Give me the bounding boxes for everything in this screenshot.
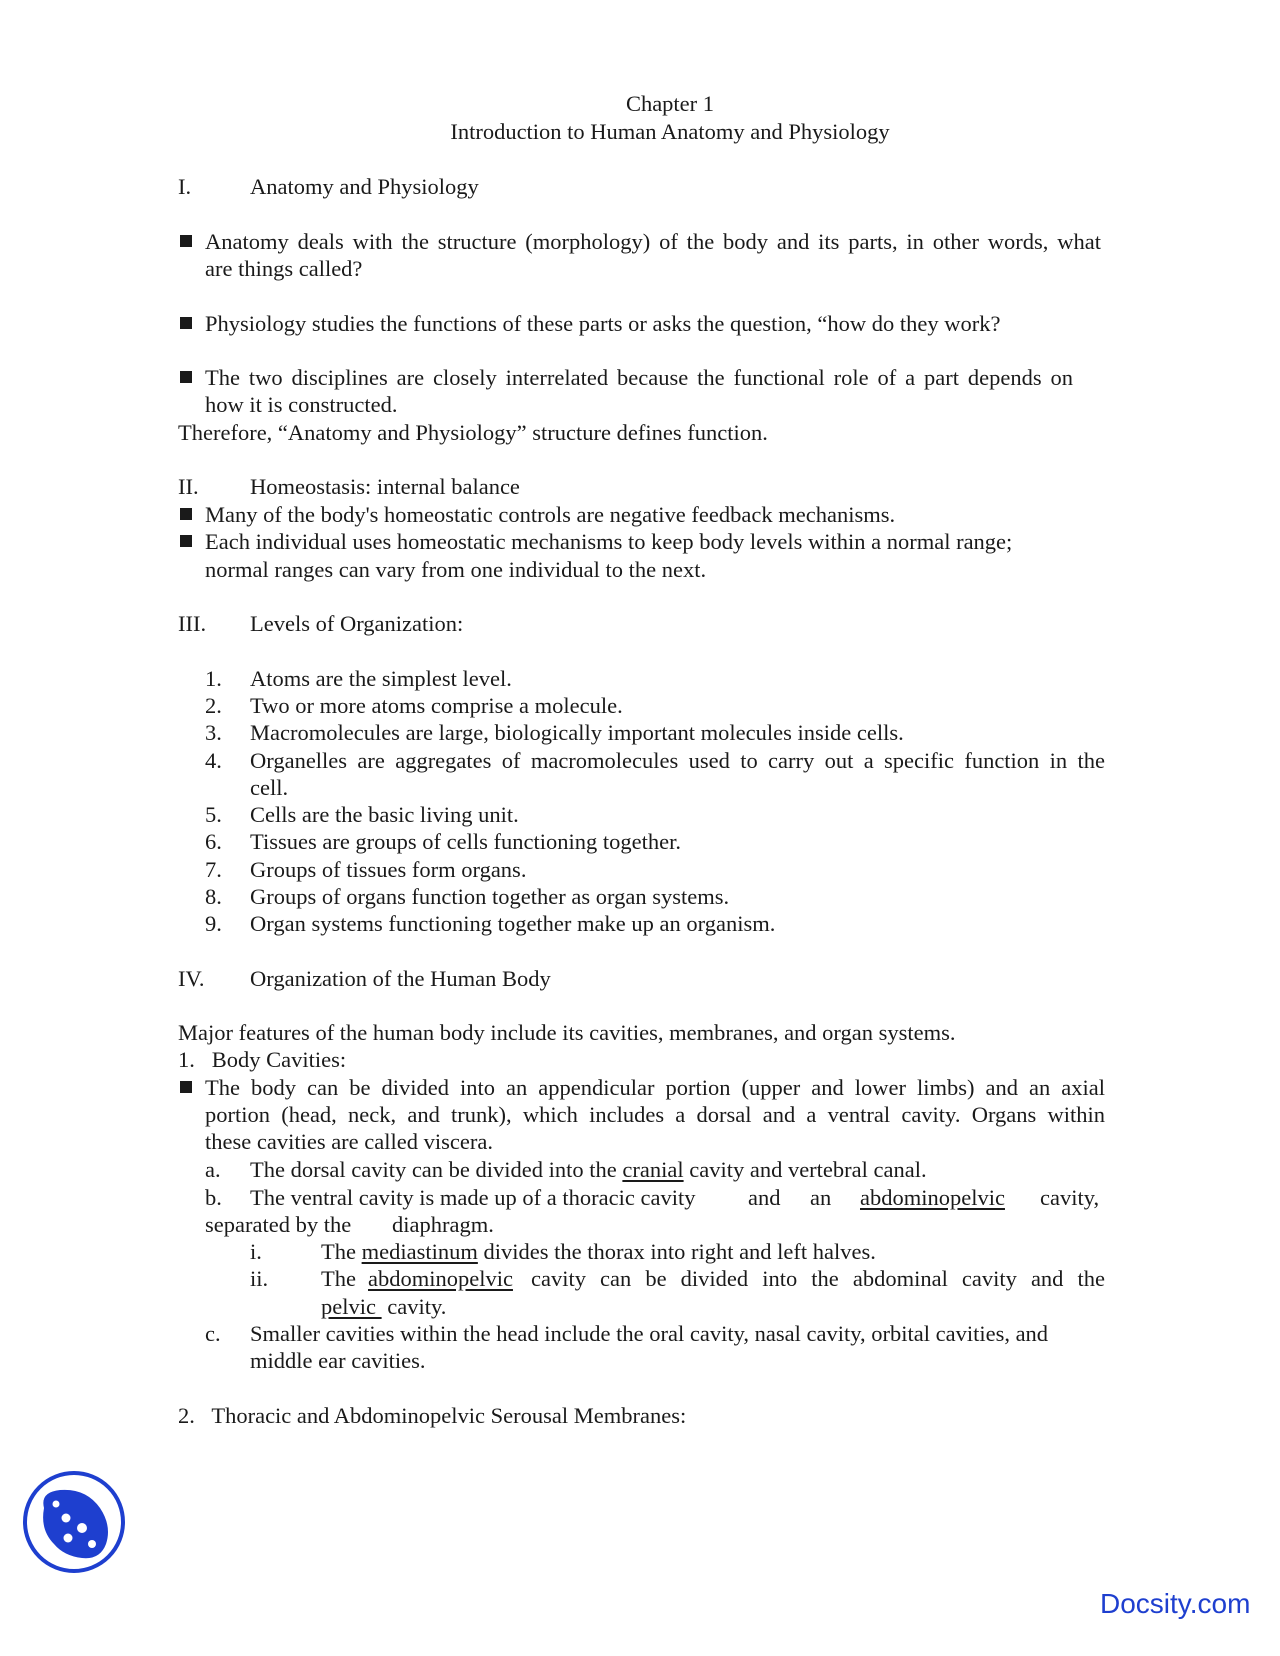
list-item-number: 7.	[205, 857, 222, 882]
list-item-number: 6.	[205, 829, 222, 854]
bullet-square-icon	[180, 1081, 192, 1093]
bullet-square-icon	[180, 535, 192, 547]
physiology-bullet: Physiology studies the functions of these parts or asks the question, “how do they work?	[205, 311, 1001, 336]
homeostasis-bullet-1: Many of the body's homeostatic controls are negative feedback mechanisms.	[205, 502, 896, 527]
body-cavities-subheading: 1. Body Cavities:	[178, 1047, 347, 1072]
term-abdominopelvic: abdominopelvic	[368, 1266, 513, 1291]
item-b-text-1: The ventral cavity is made up of a thoracic cavity	[250, 1185, 696, 1210]
item-b-line-2b: diaphragm.	[392, 1212, 494, 1237]
item-ii-text-1: The	[321, 1266, 356, 1291]
homeostasis-bullet-2-line-1: Each individual uses homeostatic mechanisms to keep body levels within a normal range;	[205, 529, 1013, 554]
list-item: Organ systems functioning together make up an organism.	[250, 911, 776, 936]
cavities-bullet-line-3: these cavities are called viscera.	[205, 1129, 493, 1154]
list-item-number: 8.	[205, 884, 222, 909]
homeostasis-bullet-2-line-2: normal ranges can vary from one individual to the next.	[205, 557, 707, 582]
list-item: Two or more atoms comprise a molecule.	[250, 693, 623, 718]
bullet-square-icon	[180, 371, 192, 383]
bullet-square-icon	[180, 317, 192, 329]
section-4-heading: Organization of the Human Body	[250, 966, 551, 991]
item-c-line-2: middle ear cavities.	[250, 1348, 426, 1373]
item-b-text-2: and	[748, 1185, 781, 1210]
list-item-number: 1.	[205, 666, 222, 691]
item-ii-label: ii.	[250, 1266, 269, 1291]
list-item: Groups of organs function together as organ systems.	[250, 884, 730, 909]
serous-membranes-subheading: 2. Thoracic and Abdominopelvic Serousal Membranes:	[178, 1403, 687, 1428]
page-title: Introduction to Human Anatomy and Physiology	[450, 119, 890, 144]
section-4-intro: Major features of the human body include its cavities, membranes, and organ systems.	[178, 1020, 956, 1045]
section-4-number: IV.	[178, 966, 205, 991]
docsity-brand-link[interactable]: Docsity.com	[1100, 1588, 1251, 1619]
section-3-number: III.	[178, 611, 207, 636]
term-mediastinum: mediastinum	[361, 1239, 478, 1264]
list-item-number: 4.	[205, 748, 222, 773]
disciplines-bullet-line-1: The two disciplines are closely interrelated because the functional role of a part depends on	[205, 365, 1073, 390]
item-i-label: i.	[250, 1239, 262, 1264]
anatomy-bullet-line-2: are things called?	[205, 256, 363, 281]
list-item: Cells are the basic living unit.	[250, 802, 519, 827]
item-a-text: The dorsal cavity can be divided into the cranial cavity and vertebral canal.	[250, 1157, 927, 1182]
list-item: Atoms are the simplest level.	[250, 666, 512, 691]
list-item: Macromolecules are large, biologically important molecules inside cells.	[250, 720, 904, 745]
bullet-square-icon	[180, 235, 192, 247]
docsity-logo-icon	[20, 1468, 128, 1576]
cavities-bullet-line-2: portion (head, neck, and trunk), which includes a dorsal and a ventral cavity. Organs within	[205, 1102, 1105, 1127]
term-cranial: cranial	[622, 1157, 684, 1182]
item-ii-text-2: cavity can be divided into the abdominal cavity and the	[531, 1266, 1105, 1291]
list-item: Groups of tissues form organs.	[250, 857, 527, 882]
disciplines-bullet-line-2: how it is constructed.	[205, 392, 398, 417]
list-item-number: 3.	[205, 720, 222, 745]
term-pelvic: pelvic	[321, 1294, 382, 1319]
list-item-number: 2.	[205, 693, 222, 718]
item-b-text-4: cavity,	[1040, 1185, 1100, 1210]
section-1-number: I.	[178, 174, 192, 199]
list-item-number: 9.	[205, 911, 222, 936]
section-2-heading: Homeostasis: internal balance	[250, 474, 520, 499]
item-b-line-2a: separated by the	[205, 1212, 352, 1237]
item-ii-line-2: pelvic cavity.	[321, 1294, 447, 1319]
item-b-label: b.	[205, 1185, 222, 1210]
section-3-heading: Levels of Organization:	[250, 611, 464, 636]
section-2-number: II.	[178, 474, 199, 499]
list-item: Organelles are aggregates of macromolecules used to carry out a specific function in the	[250, 748, 1105, 773]
section-1-conclusion: Therefore, “Anatomy and Physiology” structure defines function.	[178, 420, 768, 445]
section-1-heading: Anatomy and Physiology	[250, 174, 479, 199]
item-b-text-3: an	[810, 1185, 832, 1210]
chapter-number: Chapter 1	[625, 91, 715, 116]
list-item-number: 5.	[205, 802, 222, 827]
anatomy-bullet-line-1: Anatomy deals with the structure (morphology) of the body and its parts, in other words, what	[205, 229, 1101, 254]
item-a-label: a.	[205, 1157, 221, 1182]
cavities-bullet-line-1: The body can be divided into an appendicular portion (upper and lower limbs) and an axial	[205, 1075, 1105, 1100]
item-i-text: The mediastinum divides the thorax into right and left halves.	[321, 1239, 876, 1264]
bullet-square-icon	[180, 508, 192, 520]
list-item-continuation: cell.	[250, 775, 289, 800]
term-abdominopelvic: abdominopelvic	[860, 1185, 1005, 1210]
item-c-label: c.	[205, 1321, 221, 1346]
item-c-line-1: Smaller cavities within the head include the oral cavity, nasal cavity, orbital cavities, and	[250, 1321, 1049, 1346]
list-item: Tissues are groups of cells functioning together.	[250, 829, 681, 854]
